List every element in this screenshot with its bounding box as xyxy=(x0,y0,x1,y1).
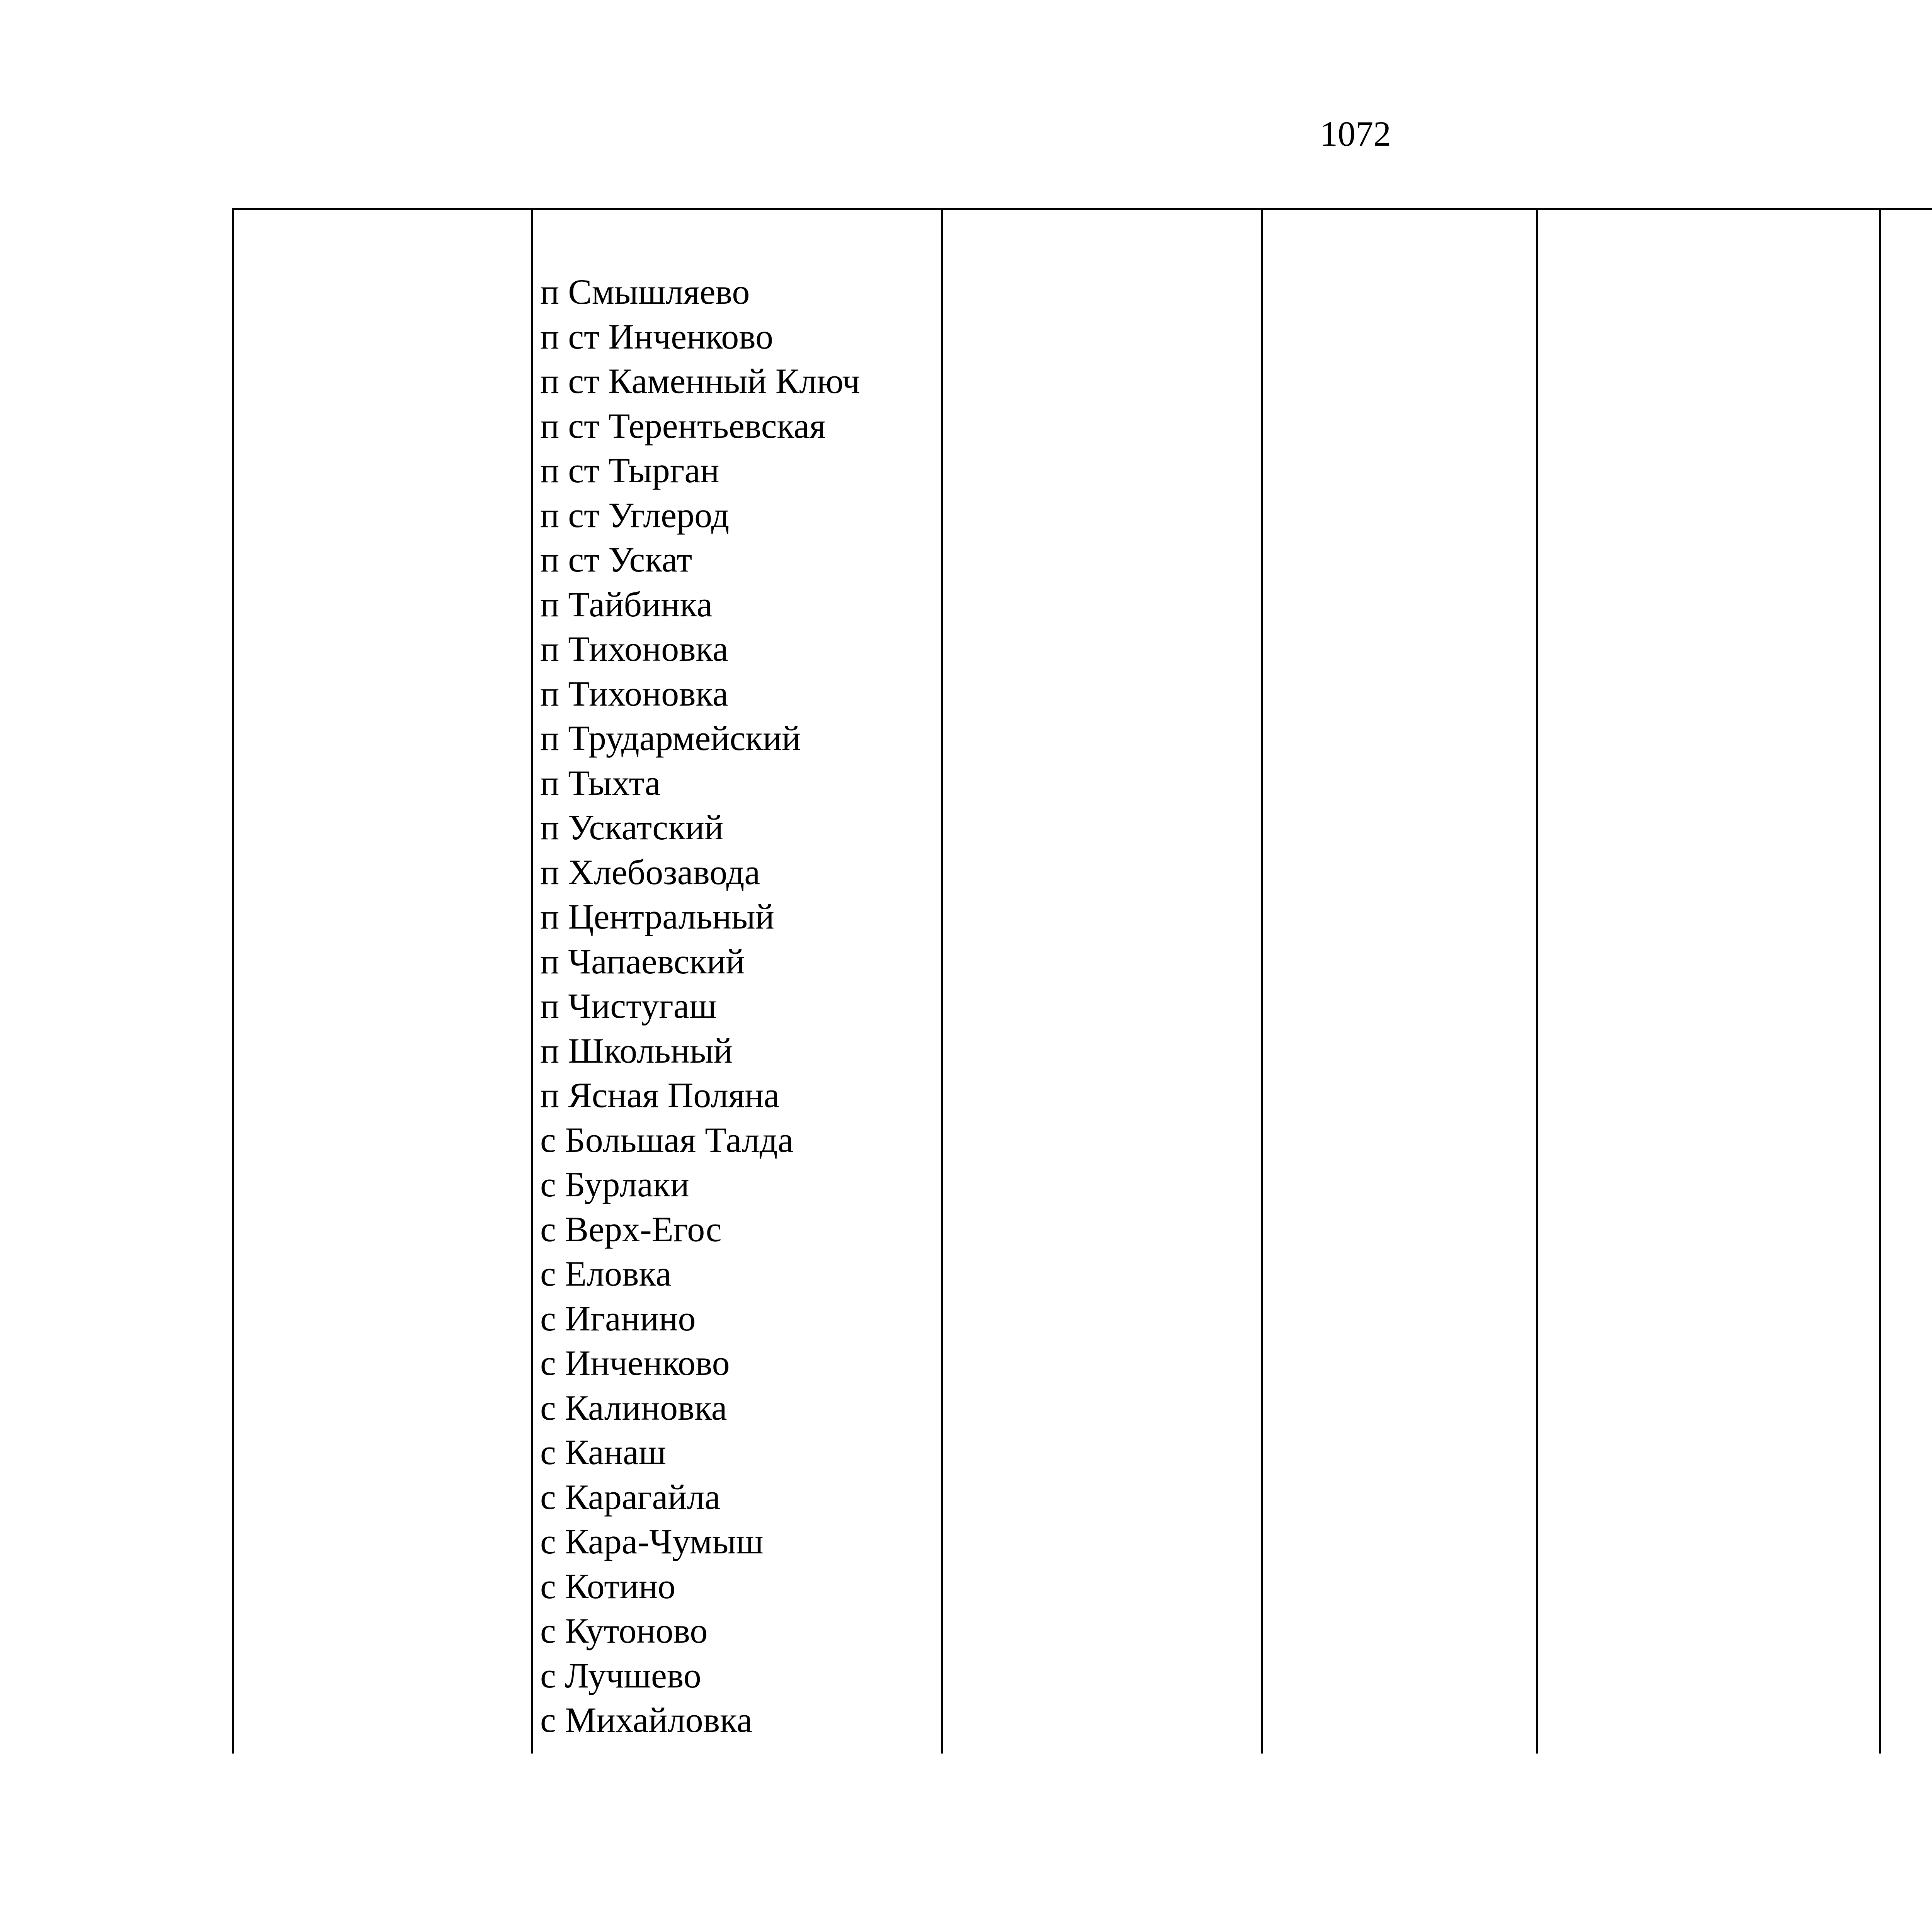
settlement-list-item: п ст Тырган xyxy=(540,451,719,490)
settlement-list-item: п ст Терентьевская xyxy=(540,406,826,446)
settlement-list-item: с Бурлаки xyxy=(540,1165,689,1204)
settlement-list-item: с Канаш xyxy=(540,1432,666,1472)
settlement-list-item: с Кара-Чумыш xyxy=(540,1522,764,1561)
column-border-5 xyxy=(1536,208,1538,1754)
settlement-list-item: с Котино xyxy=(540,1566,676,1606)
settlement-list-item: с Еловка xyxy=(540,1254,672,1293)
settlement-list-item: с Иганино xyxy=(540,1298,696,1338)
settlement-list-item: п Смышляево xyxy=(540,272,750,311)
settlement-list-item: п Тыхта xyxy=(540,763,661,803)
settlement-list-item: п Центральный xyxy=(540,897,774,936)
settlement-list-item: с Калиновка xyxy=(540,1388,727,1427)
settlement-list-item: с Лучшево xyxy=(540,1655,701,1695)
settlement-list-item: с Карагайла xyxy=(540,1477,721,1517)
table-top-border xyxy=(232,208,1932,210)
settlement-list-item: п ст Инченково xyxy=(540,316,774,356)
column-border-3 xyxy=(941,208,943,1754)
settlement-list-item: с Инченково xyxy=(540,1343,730,1383)
settlement-list-item: с Кутоново xyxy=(540,1611,708,1650)
settlement-list-item: п Хлебозавода xyxy=(540,852,760,892)
settlements-table xyxy=(232,208,1932,1754)
settlement-list-item: п Тихоновка xyxy=(540,674,728,713)
settlement-list-item: п Тайбинка xyxy=(540,584,713,624)
settlement-list-item: п Ускатский xyxy=(540,808,724,847)
column-border-1 xyxy=(232,208,234,1754)
settlement-list-cell xyxy=(540,270,934,1743)
column-border-6 xyxy=(1879,208,1881,1754)
settlement-list-item: п Школьный xyxy=(540,1031,733,1070)
column-border-4 xyxy=(1261,208,1263,1754)
settlement-list-item: п ст Углерод xyxy=(540,495,730,535)
settlement-list-item: с Большая Талда xyxy=(540,1120,794,1160)
settlement-list-item: п Трудармейский xyxy=(540,718,801,758)
settlement-list-item: п ст Ускат xyxy=(540,540,692,579)
settlement-list-item: п ст Каменный Ключ xyxy=(540,361,860,401)
page-number: 1072 xyxy=(1320,114,1391,153)
settlement-list-item: п Ясная Поляна xyxy=(540,1075,780,1115)
settlement-list-item: с Михайловка xyxy=(540,1700,753,1740)
settlement-list-item: с Верх-Егос xyxy=(540,1209,722,1249)
column-border-2 xyxy=(531,208,533,1754)
settlement-list-item: п Тихоновка xyxy=(540,629,728,668)
settlement-list-item: п Чапаевский xyxy=(540,941,745,981)
settlement-list-item: п Чистугаш xyxy=(540,986,717,1026)
